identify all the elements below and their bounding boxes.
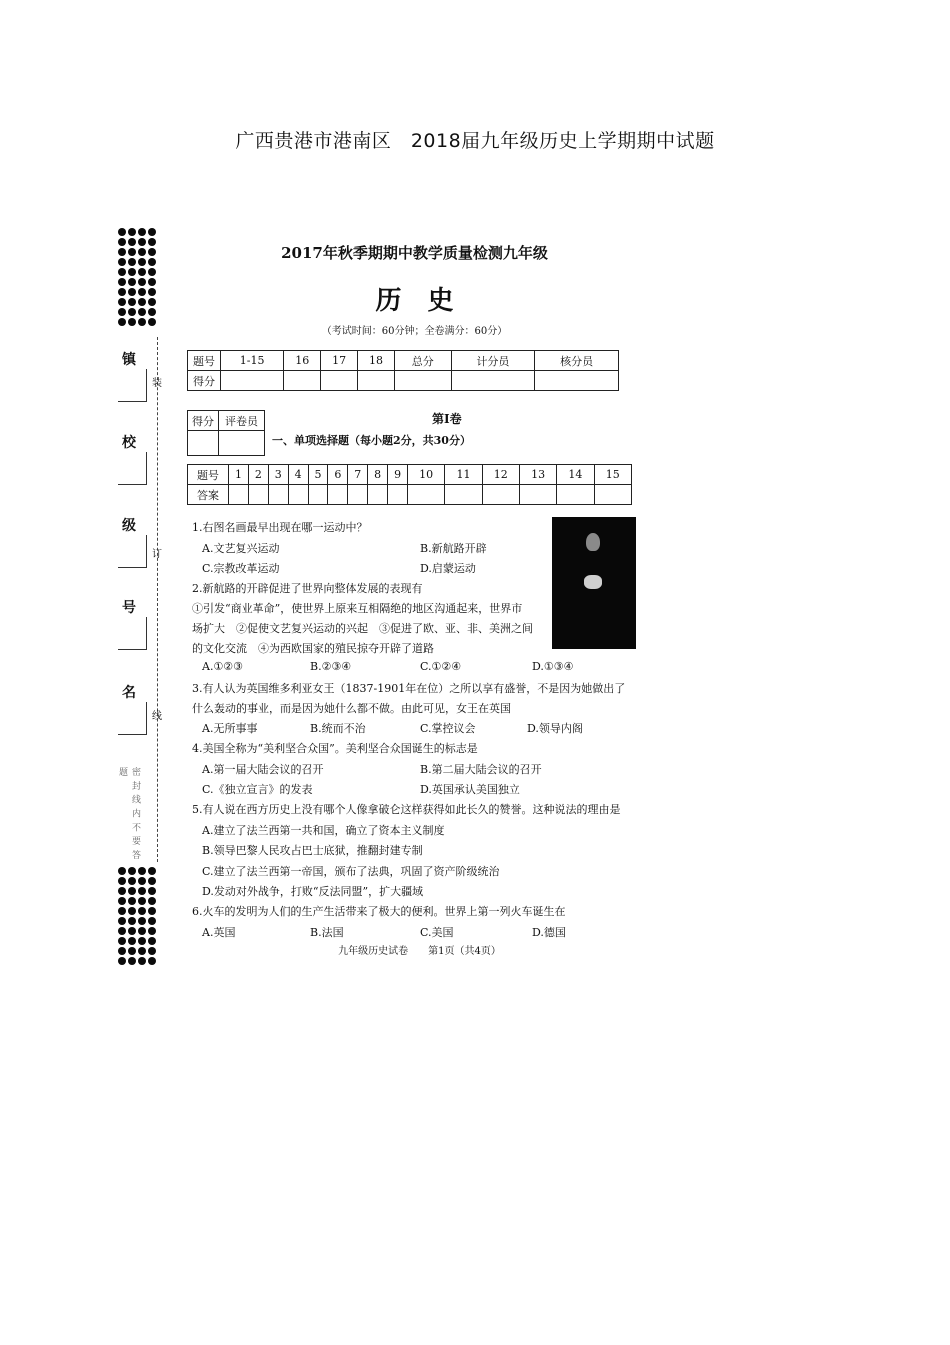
- answer-cell[interactable]: [308, 485, 328, 505]
- registration-dot: [118, 897, 126, 905]
- score-cell[interactable]: [535, 371, 619, 391]
- registration-dot: [128, 298, 136, 306]
- score-cell[interactable]: [358, 371, 395, 391]
- registration-dot: [148, 947, 156, 955]
- score-header: 题号: [188, 351, 221, 371]
- question-stem: 4.美国全称为“美利坚合众国”。美利坚合众国诞生的标志是: [192, 742, 478, 755]
- binding-label-school: 校: [122, 435, 136, 451]
- registration-dot: [128, 957, 136, 965]
- registration-dot: [138, 887, 146, 895]
- binding-box-name: [118, 702, 147, 735]
- registration-dot: [118, 907, 126, 915]
- answer-number-cell: 3: [268, 465, 288, 485]
- registration-dot: [118, 308, 126, 316]
- seal-vertical-note: 密 封 线 内 不 要 答 题: [117, 767, 140, 861]
- registration-dot: [138, 917, 146, 925]
- binding-label-town: 镇: [122, 352, 136, 368]
- registration-dot: [128, 897, 136, 905]
- answer-cell[interactable]: [328, 485, 348, 505]
- binding-label-class: 级: [122, 518, 136, 534]
- option: A.第一届大陆会议的召开: [202, 763, 324, 776]
- registration-dot: [118, 867, 126, 875]
- answer-number-cell: 12: [482, 465, 519, 485]
- registration-dot: [148, 877, 156, 885]
- registration-dot: [128, 318, 136, 326]
- registration-dot: [148, 258, 156, 266]
- registration-dot: [118, 288, 126, 296]
- score-header: 核分员: [535, 351, 619, 371]
- score-cell[interactable]: [451, 371, 535, 391]
- exam-title: 2017年秋季期期中教学质量检测九年级: [281, 244, 548, 262]
- registration-dot: [148, 308, 156, 316]
- registration-dot: [118, 298, 126, 306]
- registration-dot: [128, 927, 136, 935]
- registration-dots-bottom: [118, 867, 156, 965]
- registration-dot: [138, 228, 146, 236]
- question-stem: 3.有人认为英国维多利亚女王（1837-1901年在位）之所以享有盛誉，不是因为她做出了: [192, 682, 626, 695]
- registration-dot: [128, 268, 136, 276]
- score-header: 总分: [395, 351, 452, 371]
- question-stem: 1.右图名画最早出现在哪一运动中？: [192, 521, 368, 534]
- answer-row-label: 题号: [188, 465, 229, 485]
- score-cell[interactable]: [284, 371, 321, 391]
- score-header: 计分员: [451, 351, 535, 371]
- registration-dot: [118, 887, 126, 895]
- option: C.①②④: [420, 660, 462, 673]
- registration-dot: [148, 288, 156, 296]
- registration-dot: [128, 238, 136, 246]
- registration-dot: [128, 887, 136, 895]
- registration-dot: [138, 268, 146, 276]
- score-header: 1-15: [221, 351, 284, 371]
- photo-figure-shape: [586, 533, 600, 551]
- registration-dot: [118, 937, 126, 945]
- answer-number-cell: 14: [557, 465, 594, 485]
- answer-number-cell: 15: [594, 465, 631, 485]
- question-stem: 场扩大 ②促使文艺复兴运动的兴起 ③促进了欧、亚、非、美洲之间: [192, 622, 533, 635]
- registration-dot: [138, 248, 146, 256]
- answer-cell[interactable]: [268, 485, 288, 505]
- registration-dot: [118, 947, 126, 955]
- answer-number-cell: 4: [288, 465, 308, 485]
- option: C.《独立宣言》的发表: [202, 783, 313, 796]
- grader-name-label: 评卷员: [219, 411, 265, 431]
- registration-dot: [118, 248, 126, 256]
- page-footer: 九年级历史试卷 第1页（共4页）: [338, 946, 501, 957]
- grader-score-label: 得分: [188, 411, 219, 431]
- score-cell[interactable]: [221, 371, 284, 391]
- registration-dot: [148, 897, 156, 905]
- option: A.无所事事: [202, 722, 258, 735]
- option: B.②③④: [310, 660, 352, 673]
- registration-dot: [148, 957, 156, 965]
- answer-number-cell: 9: [388, 465, 408, 485]
- registration-dot: [138, 258, 146, 266]
- registration-dot: [128, 917, 136, 925]
- score-row-label: 得分: [188, 371, 221, 391]
- option: B.新航路开辟: [420, 542, 487, 555]
- registration-dots-top: [118, 228, 156, 326]
- option: C.美国: [420, 926, 454, 939]
- answer-number-cell: 13: [519, 465, 556, 485]
- binding-strip: [112, 337, 172, 867]
- answer-number-cell: 5: [308, 465, 328, 485]
- option: D.①③④: [532, 660, 574, 673]
- registration-dot: [138, 907, 146, 915]
- registration-dot: [148, 318, 156, 326]
- answer-number-cell: 11: [445, 465, 482, 485]
- option: D.领导内阁: [527, 722, 583, 735]
- registration-dot: [128, 877, 136, 885]
- answer-table: [187, 464, 632, 505]
- exam-note: （考试时间：60分钟；全卷满分：60分）: [321, 326, 508, 337]
- registration-dot: [148, 867, 156, 875]
- registration-dot: [128, 278, 136, 286]
- grader-name-cell[interactable]: [219, 431, 265, 456]
- answer-row-label: 答案: [188, 485, 229, 505]
- registration-dot: [138, 278, 146, 286]
- question-stem: ①引发“商业革命”，使世界上原来互相隔绝的地区沟通起来，世界市: [192, 602, 523, 615]
- registration-dot: [138, 927, 146, 935]
- answer-number-cell: 2: [248, 465, 268, 485]
- registration-dot: [148, 248, 156, 256]
- answer-cell[interactable]: [482, 485, 519, 505]
- registration-dot: [138, 318, 146, 326]
- answer-cell[interactable]: [557, 485, 594, 505]
- registration-dot: [138, 288, 146, 296]
- option: C.宗教改革运动: [202, 562, 280, 575]
- answer-number-cell: 1: [229, 465, 249, 485]
- answer-cell[interactable]: [348, 485, 368, 505]
- registration-dot: [118, 927, 126, 935]
- option: D.启蒙运动: [420, 562, 476, 575]
- binding-box-number: [118, 617, 147, 650]
- registration-dot: [148, 937, 156, 945]
- binding-box-class: [118, 535, 147, 568]
- option: B.领导巴黎人民攻占巴士底狱，推翻封建专制: [202, 844, 423, 857]
- option: D.英国承认美国独立: [420, 783, 520, 796]
- registration-dot: [118, 318, 126, 326]
- registration-dot: [148, 238, 156, 246]
- option: B.法国: [310, 926, 344, 939]
- answer-cell[interactable]: [388, 485, 408, 505]
- answer-number-cell: 7: [348, 465, 368, 485]
- registration-dot: [148, 917, 156, 925]
- option: C.建立了法兰西第一帝国，颁布了法典，巩固了资产阶级统治: [202, 865, 500, 878]
- grader-box: [187, 410, 265, 456]
- answer-number-cell: 10: [408, 465, 445, 485]
- registration-dot: [118, 258, 126, 266]
- score-header: 17: [321, 351, 358, 371]
- scanned-exam-page: [112, 222, 642, 967]
- photo-figure-shape: [584, 575, 602, 589]
- option: B.统而不治: [310, 722, 366, 735]
- registration-dot: [118, 238, 126, 246]
- seal-dashed-line: [157, 337, 158, 862]
- registration-dot: [138, 298, 146, 306]
- answer-cell[interactable]: [594, 485, 631, 505]
- answer-number-cell: 8: [368, 465, 388, 485]
- answer-cell[interactable]: [248, 485, 268, 505]
- registration-dot: [128, 947, 136, 955]
- option: C.掌控议会: [420, 722, 476, 735]
- exam-subject: 历 史: [375, 286, 454, 316]
- option: A.英国: [202, 926, 236, 939]
- score-header: 18: [358, 351, 395, 371]
- registration-dot: [138, 308, 146, 316]
- registration-dot: [148, 268, 156, 276]
- answer-cell[interactable]: [368, 485, 388, 505]
- score-header: 16: [284, 351, 321, 371]
- registration-dot: [118, 278, 126, 286]
- answer-number-cell: 6: [328, 465, 348, 485]
- registration-dot: [128, 907, 136, 915]
- registration-dot: [148, 907, 156, 915]
- answer-cell[interactable]: [445, 485, 482, 505]
- registration-dot: [148, 278, 156, 286]
- binding-box-school: [118, 452, 147, 485]
- seal-word-zhuang: 装: [152, 378, 162, 389]
- question-stem: 的文化交流 ④为西欧国家的殖民掠夺开辟了道路: [192, 642, 434, 655]
- option: A.建立了法兰西第一共和国，确立了资本主义制度: [202, 824, 445, 837]
- registration-dot: [128, 258, 136, 266]
- option: A.文艺复兴运动: [202, 542, 280, 555]
- question-stem: 2.新航路的开辟促进了世界向整体发展的表现有: [192, 582, 423, 595]
- document-title: 广西贵港市港南区 2018届九年级历史上学期期中试题: [235, 130, 715, 152]
- registration-dot: [138, 937, 146, 945]
- grader-score-cell[interactable]: [188, 431, 219, 456]
- answer-cell[interactable]: [229, 485, 249, 505]
- section-heading: 一、单项选择题（每小题2分，共30分）: [272, 434, 471, 447]
- registration-dot: [118, 917, 126, 925]
- registration-dot: [148, 887, 156, 895]
- registration-dot: [128, 248, 136, 256]
- registration-dot: [148, 228, 156, 236]
- registration-dot: [148, 298, 156, 306]
- question-stem: 5.有人说在西方历史上没有哪个人像拿破仑这样获得如此长久的赞誉。这种说法的理由是: [192, 803, 621, 816]
- registration-dot: [128, 288, 136, 296]
- score-cell[interactable]: [321, 371, 358, 391]
- option: D.发动对外战争，打败“反法同盟”，扩大疆域: [202, 885, 424, 898]
- volume-label: 第Ⅰ卷: [432, 412, 462, 426]
- option: A.①②③: [202, 660, 244, 673]
- seal-word-xian: 线: [152, 711, 162, 722]
- registration-dot: [148, 927, 156, 935]
- registration-dot: [118, 877, 126, 885]
- binding-label-number: 号: [122, 600, 136, 616]
- binding-box-town: [118, 369, 147, 402]
- registration-dot: [138, 897, 146, 905]
- answer-cell[interactable]: [288, 485, 308, 505]
- answer-cell[interactable]: [408, 485, 445, 505]
- binding-label-name: 名: [122, 685, 136, 701]
- registration-dot: [118, 268, 126, 276]
- score-table: [187, 350, 619, 391]
- registration-dot: [128, 228, 136, 236]
- registration-dot: [138, 947, 146, 955]
- registration-dot: [138, 877, 146, 885]
- registration-dot: [118, 228, 126, 236]
- registration-dot: [128, 867, 136, 875]
- painting-photo: [552, 517, 636, 649]
- registration-dot: [138, 957, 146, 965]
- registration-dot: [138, 238, 146, 246]
- registration-dot: [128, 937, 136, 945]
- option: B.第二届大陆会议的召开: [420, 763, 542, 776]
- question-stem: 什么轰动的事业，而是因为她什么都不做。由此可见，女王在英国: [192, 702, 511, 715]
- seal-word-ding: 订: [152, 549, 162, 560]
- question-stem: 6.火车的发明为人们的生产生活带来了极大的便利。世界上第一列火车诞生在: [192, 905, 566, 918]
- option: D.德国: [532, 926, 566, 939]
- registration-dot: [118, 957, 126, 965]
- registration-dot: [128, 308, 136, 316]
- answer-cell[interactable]: [519, 485, 556, 505]
- registration-dot: [138, 867, 146, 875]
- score-cell[interactable]: [395, 371, 452, 391]
